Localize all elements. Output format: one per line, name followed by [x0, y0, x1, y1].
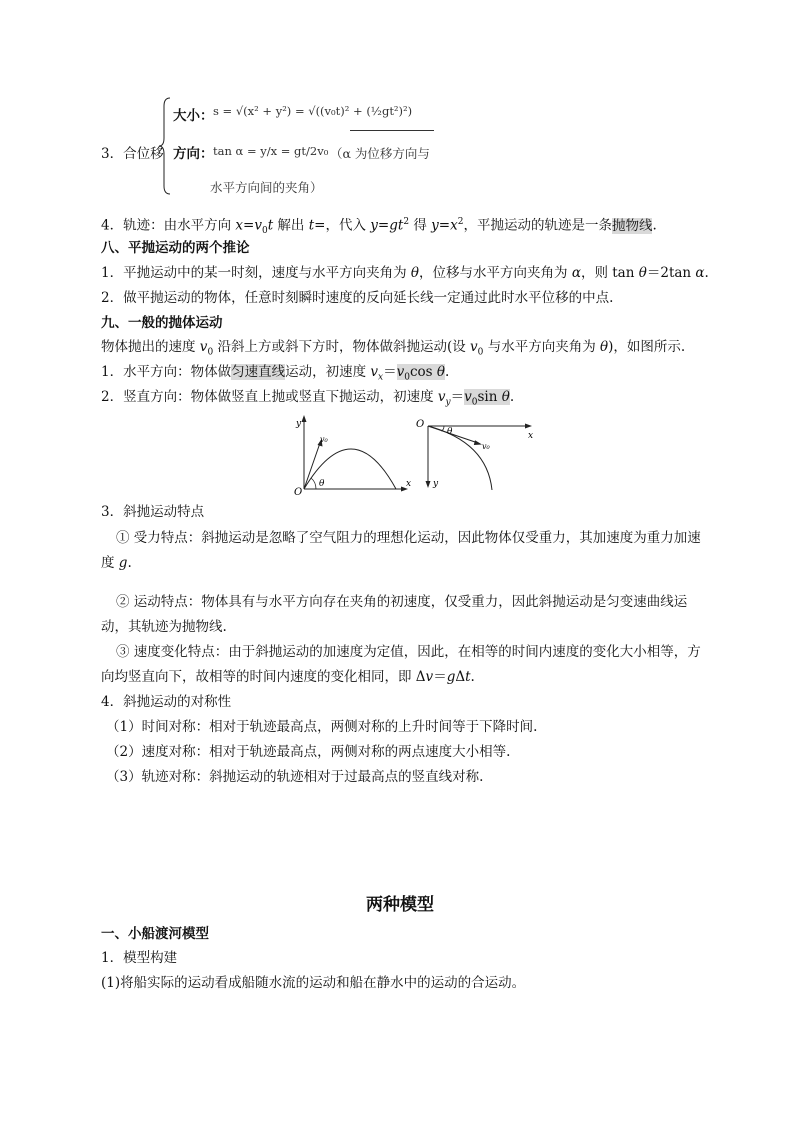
displacement-formula	[100, 92, 460, 202]
section-heading-9: 九、一般的抛体运动	[101, 315, 223, 331]
direction-label: 方向：	[173, 146, 214, 162]
oblique-downward-diagram	[416, 419, 533, 490]
section-title-two-models: 两种模型	[366, 895, 434, 915]
origin-label: O	[294, 487, 303, 496]
inference-2: 2．做平抛运动的物体，任意时刻瞬时速度的反向延长线一定通过此时水平位移的中点.	[101, 290, 614, 306]
size-expression: s = √(x² + y²) = √((v₀t)² + (½gt²)²)	[213, 104, 413, 118]
origin-label-2: O	[416, 419, 425, 430]
projectile-figure	[292, 414, 552, 496]
oblique-upward-diagram	[294, 415, 411, 496]
direction-note-1: （α 为位移方向与	[330, 146, 430, 161]
size-label: 大小：	[173, 108, 214, 124]
theta-label: θ	[319, 479, 325, 489]
axis-x-label: x	[406, 479, 412, 489]
feature-velocity-change: ③ 速度变化特点：由于斜抛运动的加速度为定值，因此，在相等的时间内速度的变化大小相等，方	[116, 644, 701, 660]
v0-label: v₀	[320, 435, 328, 444]
symmetry-velocity: （2）速度对称：相对于轨迹最高点，两侧对称的两点速度大小相等.	[106, 744, 511, 760]
trajectory-paragraph: 4．轨迹：由水平方向 $x=v_0t$ 解出 t=，代入 $y=gt^2$ 得 $y=x^2$，平抛运动的轨迹是一条抛物线.	[101, 217, 657, 237]
axis-y-label-2: y	[433, 479, 439, 489]
direction-note-2: 水平方向间的夹角）	[210, 180, 323, 195]
feature-velocity-change-cont: 向均竖直向下，故相等的时间内速度的变化相同，即 Δv＝gΔt.	[101, 669, 475, 685]
oblique-intro: 物体抛出的速度 $v_0$ 沿斜上方或斜下方时，物体做斜抛运动(设 $v_0$ 与水平方向夹角为 θ)，如图所示.	[101, 339, 686, 358]
feature-force-cont: 度 g.	[101, 555, 132, 571]
model-construction: 1．模型构建	[101, 950, 178, 966]
symmetry-heading: 4．斜抛运动的对称性	[101, 694, 232, 710]
symmetry-trajectory: （3）轨迹对称：斜抛运动的轨迹相对于过最高点的竖直线对称.	[106, 769, 484, 785]
feature-force: ① 受力特点：斜抛运动是忽略了空气阻力的理想化运动，因此物体仅受重力，其加速度为重力加速	[116, 530, 701, 546]
symmetry-time: （1）时间对称：相对于轨迹最高点，两侧对称的上升时间等于下降时间.	[106, 719, 538, 735]
section-heading-8: 八、平抛运动的两个推论	[101, 240, 250, 256]
inference-1: 1．平抛运动中的某一时刻，速度与水平方向夹角为 θ，位移与水平方向夹角为 α，则 tan θ＝2tan α.	[101, 265, 709, 281]
axis-x-label-2: x	[528, 431, 534, 441]
highlight-parabola: 抛物线	[611, 217, 653, 234]
oblique-features-heading: 3．斜抛运动特点	[101, 504, 205, 520]
axis-y-label: y	[296, 419, 302, 429]
feature-motion: ② 运动特点：物体具有与水平方向存在夹角的初速度，仅受重力，因此斜抛运动是匀变速曲线运	[116, 594, 688, 610]
brace-icon	[158, 96, 172, 196]
direction-expression: tan α = y/x = gt/2v₀	[213, 144, 329, 158]
v0-label-2: v₀	[482, 442, 490, 451]
vertical-direction: 2．竖直方向：物体做竖直上抛或竖直下抛运动，初速度 $v_y=v_0\sin$ θ.	[101, 389, 515, 408]
model-construction-1: (1)将船实际的运动看成船随水流的运动和船在静水中的运动的合运动。	[101, 975, 526, 991]
highlight-uniform-linear: 匀速直线	[231, 364, 286, 380]
theta-label-2: θ	[447, 427, 453, 437]
formula-item-label: 3．合位移	[101, 146, 164, 162]
horizontal-direction: 1．水平方向：物体做匀速直线运动，初速度 $v_x=v_0\cos$ θ.	[101, 364, 450, 383]
boat-crossing-heading: 一、小船渡河模型	[101, 926, 209, 942]
formula-rule	[350, 130, 434, 131]
feature-motion-cont: 动，其轨迹为抛物线.	[101, 619, 227, 635]
